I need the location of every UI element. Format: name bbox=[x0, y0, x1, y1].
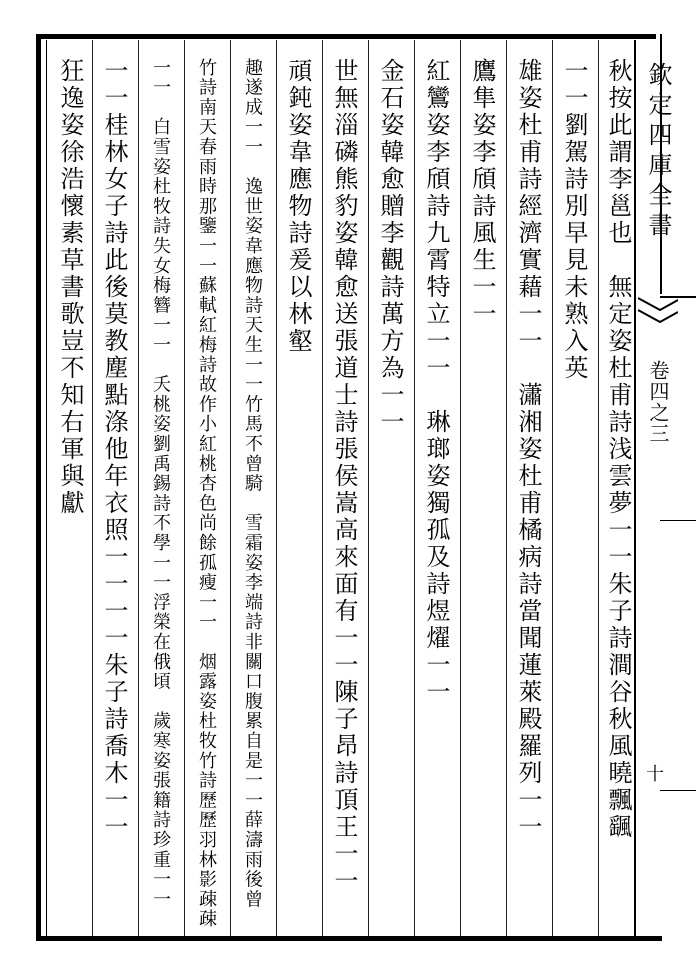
text-column-7: 世無淄磷熊豹姿韓愈送張道士詩張侯嵩高來面有一一陳子昂詩頂王一一 bbox=[330, 58, 358, 895]
margin-strip-rule-lower bbox=[660, 790, 696, 791]
frame-left-rule bbox=[36, 34, 41, 941]
text-column-9: 趣遂成一一 逸世姿韋應物詩天生一一竹馬不曾騎 雪霜姿李端詩非關口腹累自是一一薛濤雨後曾 bbox=[242, 58, 263, 910]
column-divider bbox=[460, 40, 461, 936]
column-divider bbox=[230, 40, 231, 936]
margin-strip-rule-mid bbox=[660, 520, 696, 521]
margin-chapter-label: 卷四之三 bbox=[646, 360, 670, 444]
frame-left-inner-rule bbox=[46, 40, 47, 936]
text-column-8: 頑鈍姿韋應物詩爰以林壑 bbox=[284, 58, 312, 355]
text-column-10: 竹詩南天春雨時那鑒一一蘇軾紅梅詩故作小紅桃杏色尚餘孤瘦一一 烟露姿杜牧竹詩歷歷羽林影疎疎 bbox=[196, 58, 217, 930]
frame-bottom-rule bbox=[36, 936, 662, 941]
margin-book-title: 欽定四庫全書 bbox=[644, 62, 672, 242]
column-divider bbox=[92, 40, 93, 936]
text-column-5: 紅鸞姿李頎詩九霄特立一一 琳瑯姿獨孤及詩煜燿一一 bbox=[422, 58, 450, 706]
column-divider bbox=[184, 40, 185, 936]
column-divider bbox=[138, 40, 139, 936]
text-column-12: 一一桂林女子詩此後莫教塵點涤他年衣照一一一一朱子詩喬木一一 bbox=[100, 58, 128, 841]
text-column-2: 一一劉駕詩別早見未熟入英 bbox=[560, 58, 588, 382]
text-column-1: 秋按此謂李邕也 無定姿杜甫詩浅雲夢一一朱子詩澗谷秋風曉飄颻 bbox=[604, 58, 632, 841]
text-column-3: 雄姿杜甫詩經濟實藉一一 瀟湘姿杜甫橘病詩當聞蓮萊殿羅列一一 bbox=[514, 58, 542, 841]
text-column-13: 狂逸姿徐浩懷素草書歌豈不知右軍與獻 bbox=[56, 58, 84, 517]
column-divider bbox=[368, 40, 369, 936]
text-column-6: 金石姿韓愈贈李觀詩萬方為一一 bbox=[376, 58, 404, 436]
column-divider bbox=[276, 40, 277, 936]
margin-page-number: 十 bbox=[646, 764, 664, 785]
column-divider bbox=[552, 40, 553, 936]
column-divider bbox=[414, 40, 415, 936]
text-column-4: 鷹隼姿李頎詩風生一一 bbox=[468, 58, 496, 328]
fishtail-mark-icon bbox=[638, 290, 678, 330]
text-column-11: 一一 白雪姿杜牧詩失女梅簪一一 夭桃姿劉禹錫詩不學一一浮榮在俄頃 歲寒姿張籍詩珍重一一 bbox=[150, 58, 171, 910]
column-divider bbox=[506, 40, 507, 936]
column-divider bbox=[322, 40, 323, 936]
frame-top-rule bbox=[36, 34, 656, 39]
